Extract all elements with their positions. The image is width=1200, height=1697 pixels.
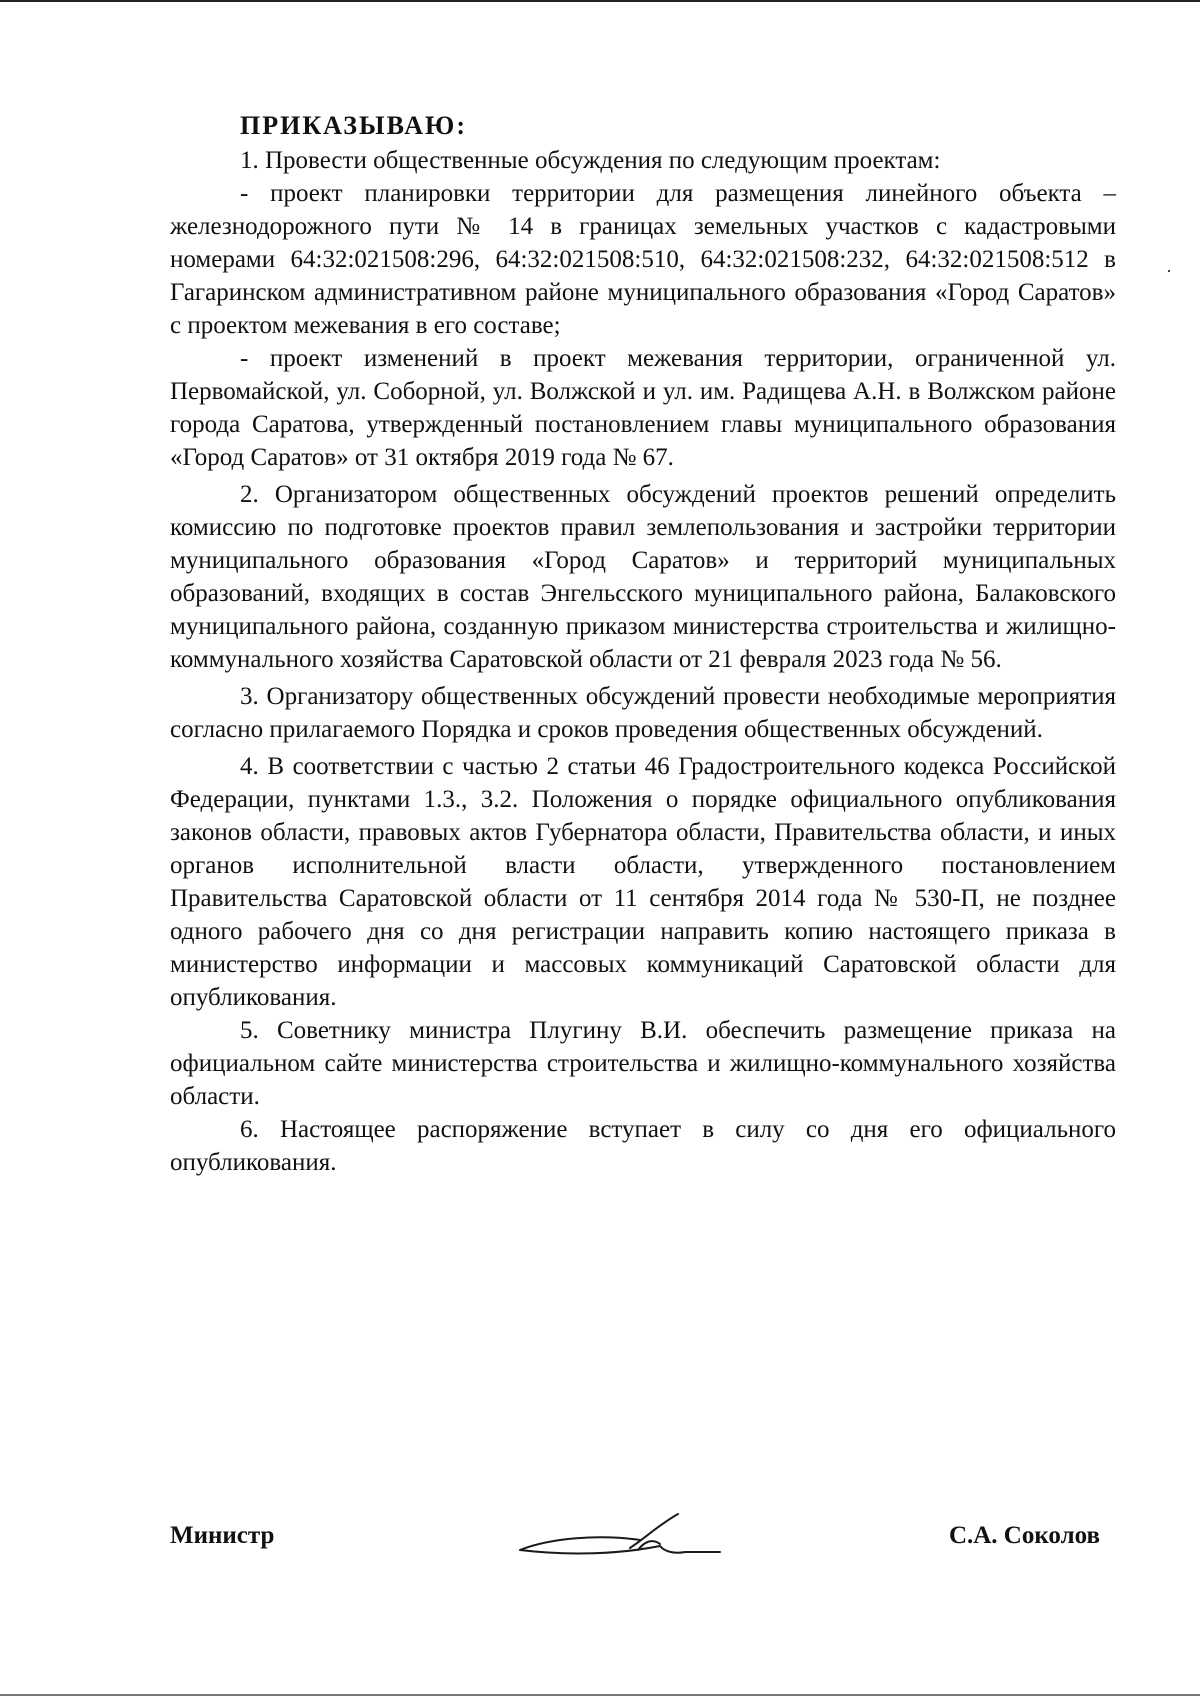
page-bottom-edge <box>0 1694 1200 1696</box>
paragraph-1-item-1: - проект планировки территории для размещения линейного объекта – железнодорожного пути № 14 в границах земельных участков с кадастровыми номерами 64:32:021508:296, 64:32:021508:510, 64:32:021508:232, 64:32:021508:512 в Гагаринском административном районе муниципального образования «Город Саратов» с проектом межевания в его составе; <box>170 180 1116 339</box>
scan-artifact <box>1168 270 1170 272</box>
paragraph-3: 3. Организатору общественных обсуждений провести необходимые мероприятия согласно прилагаемого Порядка и сроков проведения общественных обсуждений. <box>170 683 1116 743</box>
signature-block <box>170 1508 1100 1568</box>
paragraph-1-item-2: - проект изменений в проект межевания территории, ограниченной ул. Первомайской, ул. Соборной, ул. Волжской и ул. им. Радищева А.Н. в Волжском районе города Саратова, утвержденный постановлением главы муниципального образования «Город Саратов» от 31 октября 2019 года № 67. <box>170 345 1116 471</box>
order-heading: ПРИКАЗЫВАЮ: <box>240 111 467 140</box>
signatory-name: С.А. Соколов <box>948 1522 1100 1549</box>
paragraph-2: 2. Организатором общественных обсуждений проектов решений определить комиссию по подготовке проектов правил землепользования и застройки территории муниципального образования «Город Саратов» и территорий муниципальных образований, входящих в состав Энгельсского муниципального района, Балаковского муниципального района, созданную приказом министерства строительства и жилищно-коммунального хозяйства Саратовской области от 21 февраля 2023 года № 56. <box>170 481 1116 673</box>
signatory-title: Министр <box>170 1522 275 1549</box>
order-body <box>170 108 1116 1179</box>
page-top-edge <box>0 0 1200 2</box>
paragraph-5: 5. Советнику министра Плугину В.И. обеспечить размещение приказа на официальном сайте министерства строительства и жилищно-коммунального хозяйства области. <box>170 1017 1116 1110</box>
paragraph-1: 1. Провести общественные обсуждения по следующим проектам: <box>240 147 941 174</box>
paragraph-4: 4. В соответствии с частью 2 статьи 46 Градостроительного кодекса Российской Федерации, пунктами 1.3., 3.2. Положения о порядке официального опубликования законов области, правовых актов Губернатора области, Правительства области, и иных органов исполнительной власти области, утвержденного постановлением Правительства Саратовской области от 11 сентября 2014 года № 530-П, не позднее одного рабочего дня со дня регистрации направить копию настоящего приказа в министерство информации и массовых коммуникаций Саратовской области для опубликования. <box>170 753 1116 1011</box>
handwritten-signature <box>510 1508 730 1568</box>
paragraph-6: 6. Настоящее распоряжение вступает в силу со дня его официального опубликования. <box>170 1116 1116 1176</box>
